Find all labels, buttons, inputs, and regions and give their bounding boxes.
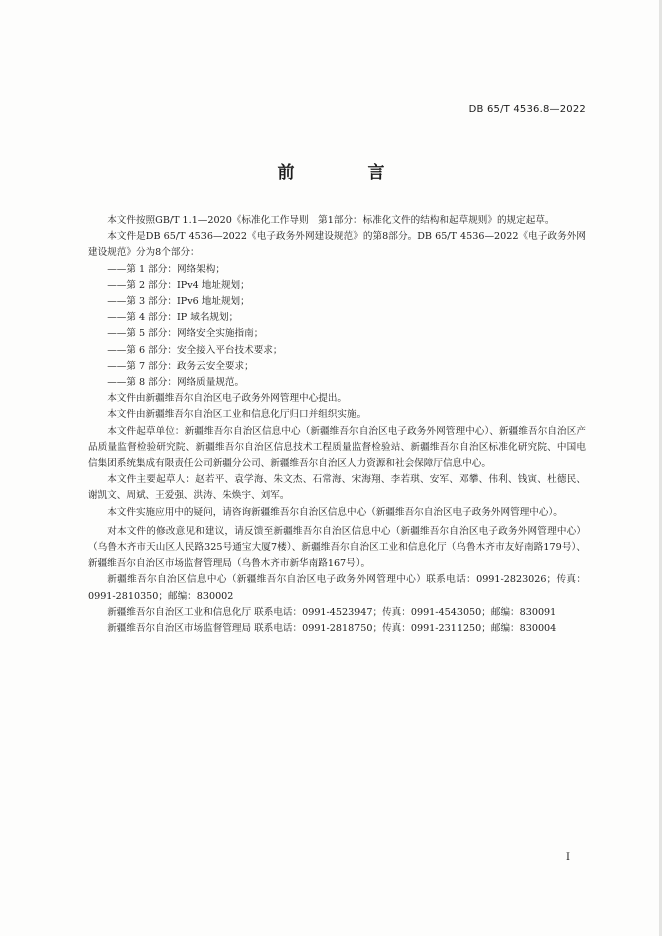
contact-info-center: 新疆维吾尔自治区信息中心（新疆维吾尔自治区电子政务外网管理中心）联系电话：0991-2823026；传真：0991-2810350；邮编：830002 xyxy=(88,574,586,602)
paragraph-proposed-by: 本文件由新疆维吾尔自治区电子政务外网管理中心提出。 xyxy=(107,393,348,405)
paragraph-feedback: 对本文件的修改意见和建议，请反馈至新疆维吾尔自治区信息中心（新疆维吾尔自治区电子政务外网管理中心）（乌鲁木齐市天山区人民路325号通宝大厦7楼）、新疆维吾尔自治区工业和信息化厅（乌鲁木齐市友好南路179号）、新疆维吾尔自治区市场监督管理局（乌鲁木齐市新华南路167号）。 xyxy=(88,525,586,570)
list-item-part-6: ——第 6 部分：安全接入平台技术要求； xyxy=(107,344,283,356)
paragraph-inquiries: 本文件实施应用中的疑问，请咨询新疆维吾尔自治区信息中心（新疆维吾尔自治区电子政务外网管理中心）。 xyxy=(107,506,563,518)
list-item-part-5: ——第 5 部分：网络安全实施指南； xyxy=(107,328,264,340)
list-item-part-7: ——第 7 部分：政务云安全要求； xyxy=(107,360,254,372)
paragraph-drafters: 本文件主要起草人：赵若平、袁学海、朱文杰、石常海、宋海翔、李若琪、安军、邓攀、伟利、钱寅、杜德民、谢凯文、周斌、王爱强、洪涛、朱焕宇、刘军。 xyxy=(88,474,586,502)
paragraph-drafting-rules: 本文件按照GB/T 1.1—2020《标准化工作导则 第1部分：标准化文件的结构和起草规则》的规定起草。 xyxy=(107,215,555,226)
list-item-part-4: ——第 4 部分：IP 域名规划； xyxy=(107,312,239,324)
document-code: DB 65/T 4536.8—2022 xyxy=(468,104,586,115)
paragraph-drafting-units: 本文件起草单位：新疆维吾尔自治区信息中心（新疆维吾尔自治区电子政务外网管理中心）、新疆维吾尔自治区产品质量监督检验研究院、新疆维吾尔自治区信息技术工程质量监督检验站、新疆维吾尔自治区标准化研究院、中国电信集团系统集成有限责任公司新疆分公司、新疆维吾尔自治区人力资源和社会保障厅信息中心。 xyxy=(88,425,586,470)
list-item-part-2: ——第 2 部分：IPv4 地址规划； xyxy=(107,279,250,291)
foreword-body xyxy=(88,213,586,637)
page-number: I xyxy=(566,852,570,863)
contact-market-bureau: 新疆维吾尔自治区市场监督管理局 联系电话：0991-2818750；传真：0991-2311250；邮编：830004 xyxy=(107,623,557,635)
contact-industry-dept: 新疆维吾尔自治区工业和信息化厅 联系电话：0991-4523947；传真：0991-4543050；邮编：830091 xyxy=(107,606,557,618)
list-item-part-1: ——第 1 部分：网络架构； xyxy=(107,263,225,275)
paragraph-part-of-series: 本文件是DB 65/T 4536—2022《电子政务外网建设规范》的第8部分。DB 65/T 4536—2022《电子政务外网建设规范》分为8个部分： xyxy=(88,231,586,259)
list-item-part-3: ——第 3 部分：IPv6 地址规划； xyxy=(107,296,250,308)
paragraph-administered-by: 本文件由新疆维吾尔自治区工业和信息化厅归口并组织实施。 xyxy=(107,409,367,421)
list-item-part-8: ——第 8 部分：网络质量规范。 xyxy=(107,377,245,389)
page-title: 前 言 xyxy=(277,163,413,183)
